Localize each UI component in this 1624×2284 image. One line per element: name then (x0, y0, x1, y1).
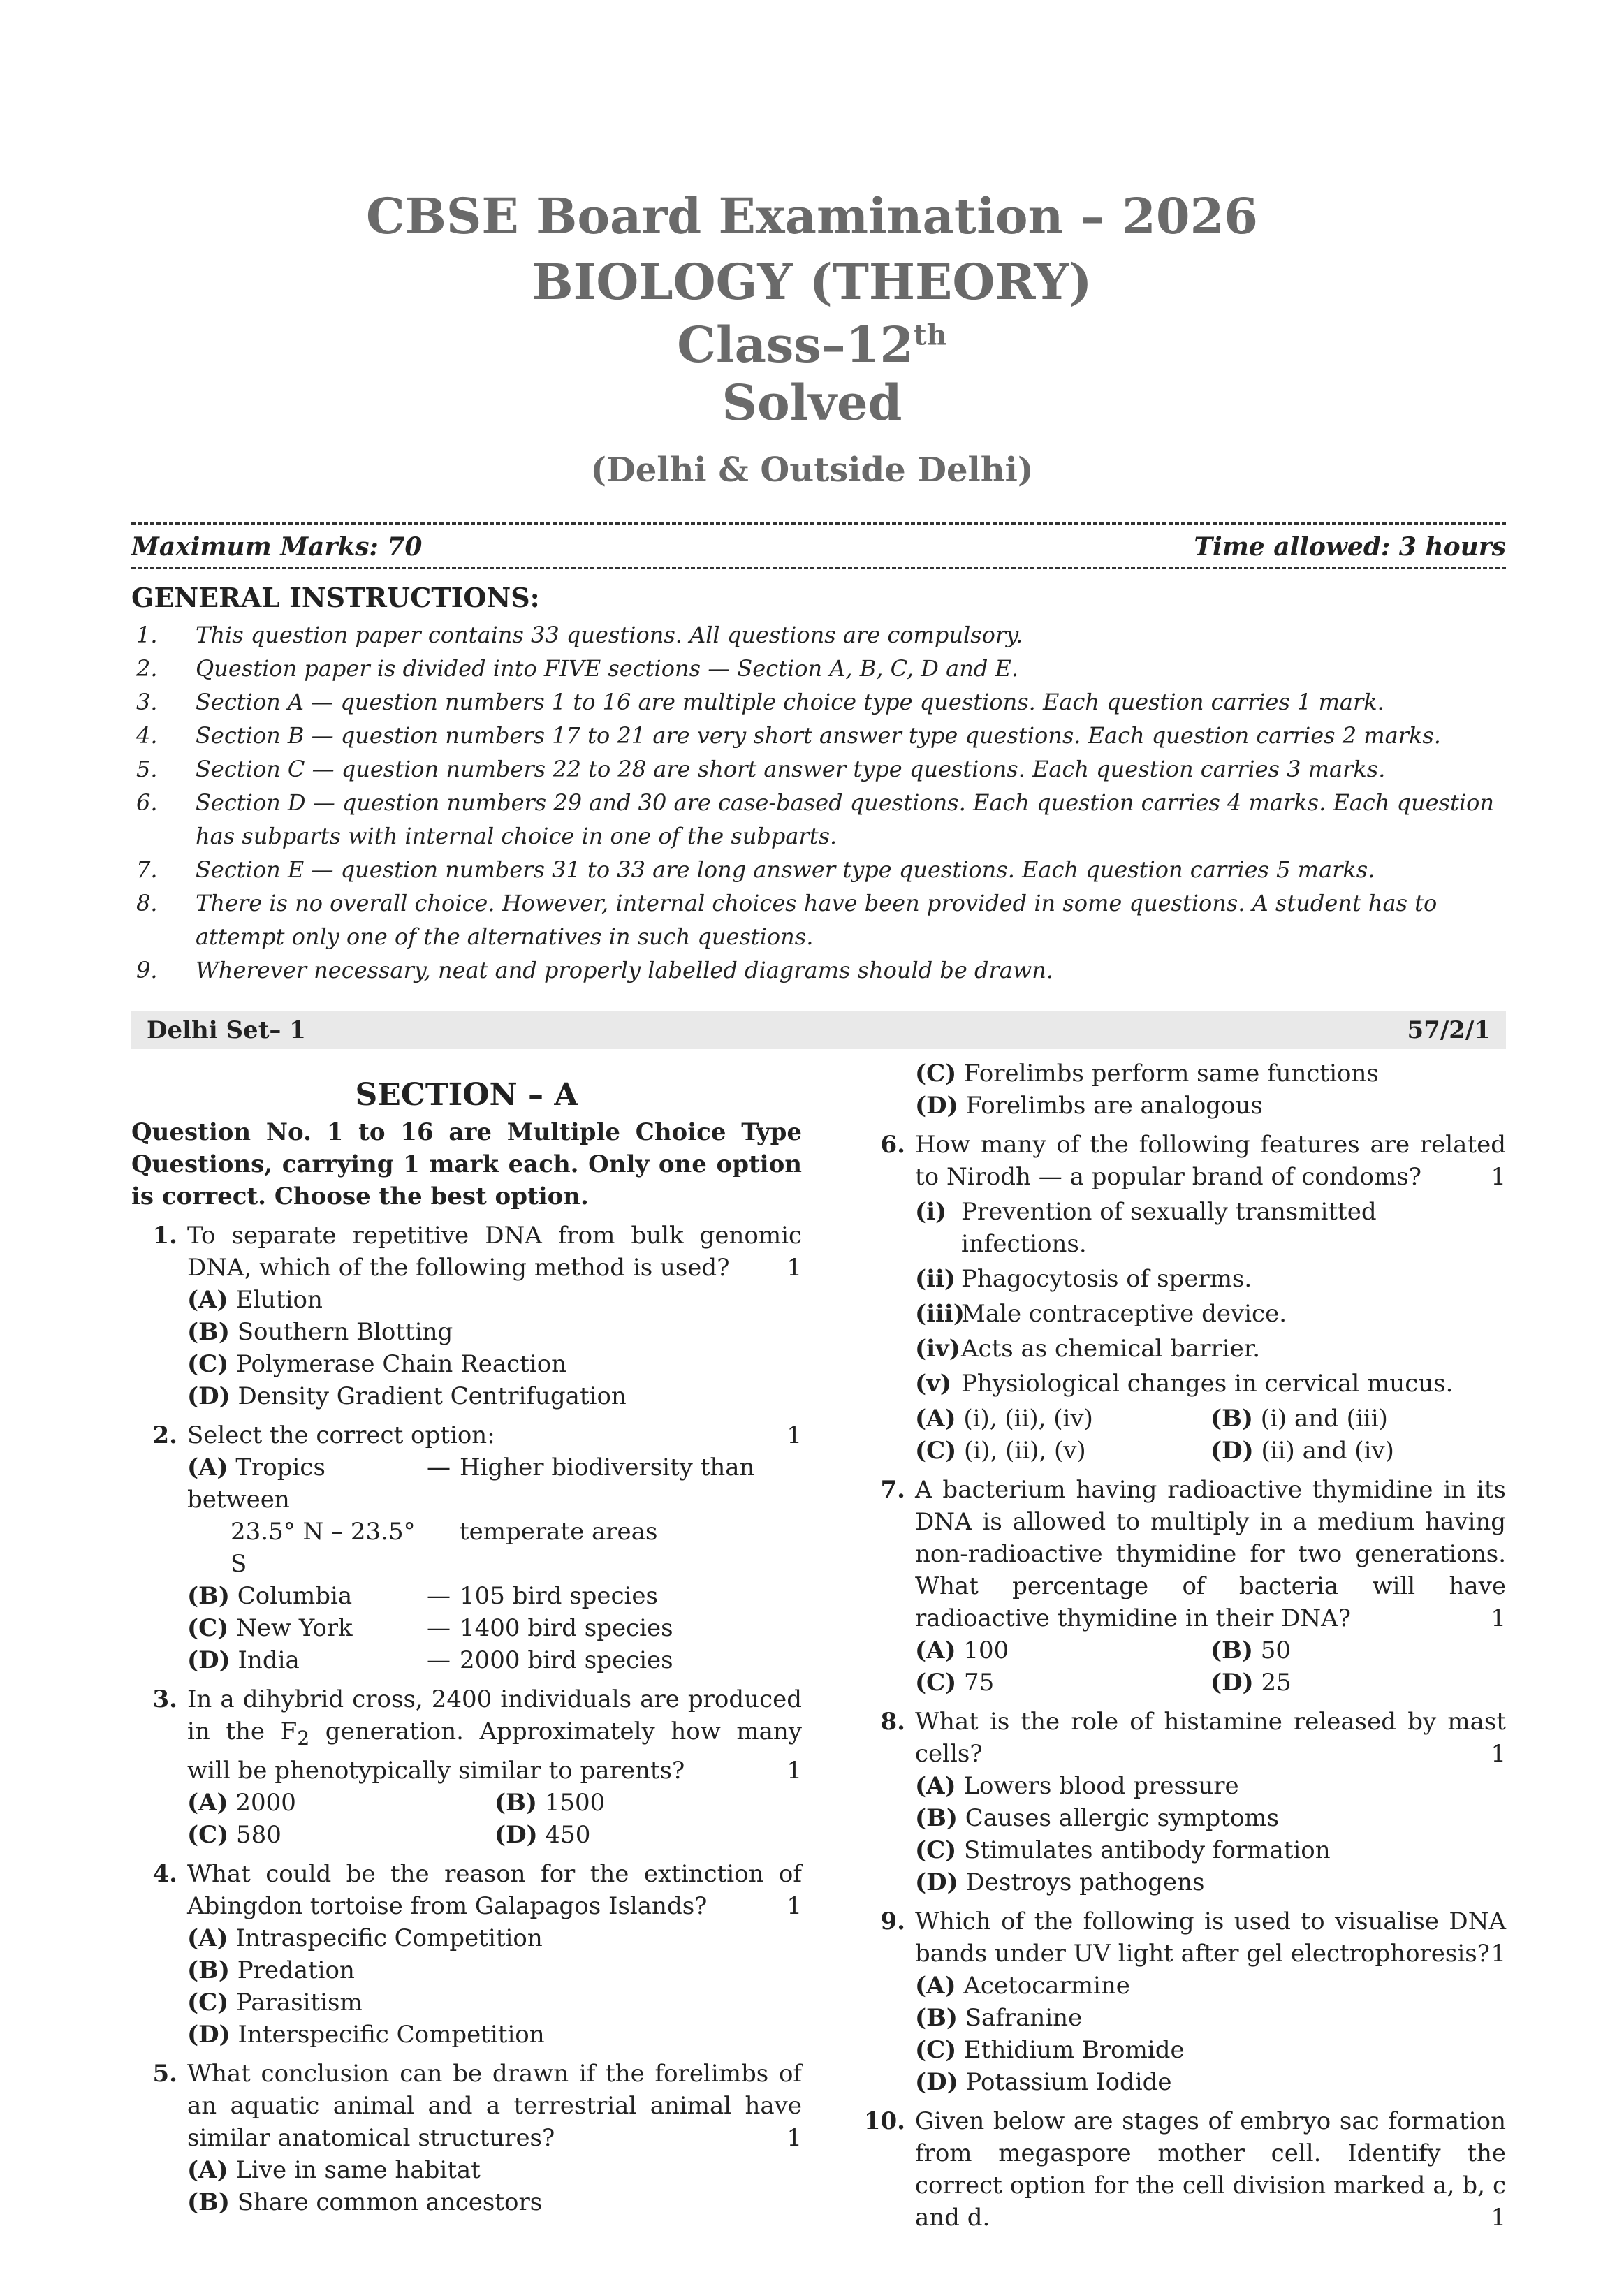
option-label: (B) (915, 1804, 958, 1832)
option (187, 1922, 802, 1954)
question-text-content: In a dihybrid cross, 2400 individuals are produced in the F (187, 1685, 802, 1745)
question-number: 3. (152, 1685, 177, 1713)
option-text: 580 (236, 1820, 281, 1849)
solved-title: Solved (722, 374, 902, 432)
question-number: 2. (152, 1421, 177, 1449)
option-text: Interspecific Competition (237, 2020, 545, 2049)
option-text: Causes allergic symptoms (965, 1804, 1280, 1832)
instructions-title: GENERAL INSTRUCTIONS: (131, 582, 540, 613)
match-dash: — (427, 1614, 451, 1642)
time-allowed: Time allowed: 3 hours (1194, 532, 1506, 562)
question-body (915, 2105, 1506, 2234)
instruction-item (136, 652, 1505, 685)
option-label: (C) (187, 1988, 229, 2016)
option-text: Safranine (965, 2004, 1083, 2032)
option (187, 1348, 802, 1380)
option (915, 1866, 1506, 1898)
instruction-text: Section B — question numbers 17 to 21 are very short answer type questions. Each question carries 2 marks. (196, 722, 1441, 749)
option (915, 1403, 1210, 1435)
option (1210, 1403, 1506, 1435)
sub-label: (i) (915, 1198, 947, 1226)
option-label: (B) (187, 1318, 230, 1346)
question-mark: 1 (1491, 1163, 1506, 1191)
question-text (187, 1419, 802, 1451)
divider-bottom (131, 567, 1506, 569)
question-text (915, 1706, 1506, 1770)
option (187, 2019, 802, 2051)
match-row (187, 1644, 802, 1676)
max-marks: Maximum Marks: 70 (131, 532, 423, 562)
question-body (187, 2058, 802, 2218)
question-text-content: What conclusion can be drawn if the forelimbs of an aquatic animal and a terrestrial animal have similar anatomical structures? (187, 2059, 802, 2152)
option-row (187, 1819, 802, 1851)
option-label: (B) (187, 2188, 230, 2216)
question-text (187, 1683, 802, 1787)
option-text: Parasitism (236, 1988, 363, 2016)
instruction-item (136, 752, 1505, 786)
question-text-content: Given below are stages of embryo sac formation from megaspore mother cell. Identify the correct option for the cell division marked a, b, c and d. (915, 2107, 1506, 2232)
option-label: (A) (187, 2155, 228, 2184)
question-text-content: What is the role of histamine released by mast cells? (915, 1708, 1506, 1768)
section-intro: Question No. 1 to 16 are Multiple Choice Type Questions, carrying 1 mark each. Only one option is correct. Choose the best option. (131, 1118, 802, 1210)
option-text: Share common ancestors (237, 2188, 543, 2216)
match-left (187, 1644, 418, 1676)
question-body (187, 1419, 802, 1676)
option-text: Potassium Iodide (965, 2068, 1172, 2096)
option-row (915, 1667, 1506, 1699)
question-text-content: A bacterium having radioactive thymidine in its DNA is allowed to multiply in a medium having non-radioactive thymidine for two generations. What percentage of bacteria will have radioactive thymidine in their DNA? (915, 1476, 1506, 1632)
match-dash: — (427, 1582, 451, 1610)
option-label: (D) (187, 1382, 231, 1410)
instruction-number: 5. (136, 756, 158, 782)
option-text: (i), (ii), (v) (964, 1437, 1086, 1465)
option-label: (C) (915, 2036, 957, 2064)
option-label: (B) (187, 1582, 230, 1610)
option-label: (B) (495, 1788, 537, 1817)
instruction-item (136, 618, 1505, 652)
instruction-text: This question paper contains 33 questions. All questions are compulsory. (196, 622, 1023, 648)
match-row (187, 1451, 802, 1516)
question-text-content: What could be the reason for the extinction of Abingdon tortoise from Galapagos Islands? (187, 1859, 802, 1920)
option (187, 1787, 495, 1819)
option-label: (A) (187, 1454, 228, 1481)
option-label: (B) (187, 1956, 230, 1984)
option-text: Stimulates antibody formation (964, 1836, 1331, 1864)
divider-top (131, 522, 1506, 525)
match-right: 1400 bird species (460, 1614, 673, 1642)
option-text: Intraspecific Competition (235, 1924, 543, 1952)
option-text: Lowers blood pressure (963, 1772, 1239, 1800)
instruction-number: 6. (136, 789, 158, 816)
option-text: Predation (237, 1956, 355, 1984)
subject-title: BIOLOGY (THEORY) (532, 253, 1092, 311)
question-mark: 1 (1491, 1940, 1506, 1968)
option-text: Southern Blotting (237, 1318, 453, 1346)
sub-label: (v) (915, 1370, 951, 1398)
exam-title: CBSE Board Examination – 2026 (366, 187, 1258, 245)
option-text: Polymerase Chain Reaction (236, 1350, 567, 1378)
set-bar (131, 1011, 1506, 1049)
option-label: (A) (187, 1286, 228, 1314)
paper-code: 57/2/1 (1407, 1016, 1491, 1044)
question-9 (859, 1905, 1506, 2098)
question-text-content: Select the correct option: (187, 1421, 495, 1449)
option (915, 1435, 1210, 1467)
instruction-item (136, 853, 1505, 886)
instruction-item (136, 786, 1505, 853)
option-label: (C) (187, 1820, 229, 1849)
match-dash (418, 1516, 460, 1580)
option-label: (D) (915, 2068, 958, 2096)
option (187, 1954, 802, 1986)
option (915, 1090, 1506, 1122)
sub-text: Phagocytosis of sperms. (961, 1265, 1252, 1293)
option-row (915, 1634, 1506, 1667)
question-body (187, 1683, 802, 1851)
option (495, 1787, 802, 1819)
option-text: 450 (545, 1820, 591, 1849)
instruction-number: 7. (136, 856, 158, 883)
subscript: 2 (297, 1726, 310, 1750)
option-label: (C) (187, 1614, 229, 1642)
match-dash: — (427, 1454, 451, 1481)
question-text-content: How many of the following features are related to Nirodh — a popular brand of condoms? (915, 1131, 1506, 1191)
option-label: (D) (915, 1092, 958, 1120)
match-row (187, 1516, 802, 1580)
match-left-text: Tropics between (187, 1454, 325, 1514)
option (915, 2002, 1506, 2034)
match-row (187, 1612, 802, 1644)
question-text-content: generation. Approximately how many will be phenotypically similar to parents? (187, 1718, 802, 1785)
option-label: (C) (915, 1669, 957, 1697)
option-label: (C) (915, 1437, 957, 1465)
question-8 (859, 1706, 1506, 1898)
option (187, 2154, 802, 2186)
instruction-text: Section A — question numbers 1 to 16 are multiple choice type questions. Each question carries 1 mark. (196, 689, 1384, 715)
sub-text: Physiological changes in cervical mucus. (961, 1370, 1454, 1398)
match-right: temperate areas (460, 1518, 658, 1546)
question-text (915, 2105, 1506, 2234)
instruction-item (136, 685, 1505, 719)
option-label: (B) (915, 2004, 958, 2032)
class-title (0, 316, 1624, 374)
match-left (187, 1612, 418, 1644)
option (1210, 1667, 1506, 1699)
question-text (187, 2058, 802, 2154)
question-body (915, 1129, 1506, 1467)
sub-item (915, 1263, 1506, 1295)
option-label: (D) (187, 1646, 231, 1674)
instruction-text: Wherever necessary, neat and properly labelled diagrams should be drawn. (196, 957, 1054, 983)
option (495, 1819, 802, 1851)
question-number: 10. (863, 2107, 905, 2135)
sub-item (915, 1298, 1506, 1330)
option (187, 1316, 802, 1348)
left-column (131, 1076, 802, 2218)
question-mark: 1 (787, 1756, 802, 1785)
question-body (187, 1220, 802, 1412)
question-text (187, 1858, 802, 1922)
question-text (187, 1220, 802, 1284)
sub-text: Prevention of sexually transmitted infections. (961, 1198, 1377, 1258)
match-left-text: Columbia (237, 1582, 353, 1610)
question-number: 6. (880, 1131, 905, 1159)
question-number: 8. (880, 1708, 905, 1736)
match-left (187, 1580, 418, 1612)
question-number: 7. (880, 1476, 905, 1504)
question-body (915, 1706, 1506, 1898)
option-text: Density Gradient Centrifugation (237, 1382, 627, 1410)
option-text: (i) and (iii) (1260, 1405, 1388, 1433)
sub-label: (iii) (915, 1300, 965, 1328)
option-text: 100 (963, 1637, 1009, 1664)
instruction-number: 3. (136, 689, 158, 715)
option (187, 1819, 495, 1851)
option-text: Destroys pathogens (965, 1868, 1205, 1896)
option-row (187, 1787, 802, 1819)
option-text: Elution (235, 1286, 323, 1314)
instruction-number: 8. (136, 890, 158, 916)
option-label: (A) (915, 1772, 956, 1800)
option-text: (i), (ii), (iv) (963, 1405, 1093, 1433)
option-label: (A) (187, 1924, 228, 1952)
instruction-text: There is no overall choice. However, internal choices have been provided in some questions. A student has to attempt only one of the alternatives in such questions. (196, 890, 1438, 950)
option (915, 2066, 1506, 2098)
question-mark: 1 (787, 1254, 802, 1282)
question-6 (859, 1129, 1506, 1467)
option (915, 1970, 1506, 2002)
option-text: 50 (1260, 1637, 1291, 1664)
question-number: 4. (152, 1859, 177, 1888)
section-title: SECTION – A (355, 1077, 578, 1113)
sub-item (915, 1333, 1506, 1365)
match-right: Higher biodiversity than (460, 1454, 755, 1481)
option-text: 1500 (544, 1788, 606, 1817)
option-label: (C) (915, 1060, 957, 1088)
option-row (915, 1435, 1506, 1467)
question-number: 9. (880, 1908, 905, 1935)
option (915, 1667, 1210, 1699)
instructions-list (136, 618, 1505, 987)
question-mark: 1 (1491, 1740, 1506, 1768)
option (1210, 1435, 1506, 1467)
instruction-number: 2. (136, 655, 158, 682)
option (915, 1634, 1210, 1667)
option-label: (B) (1210, 1637, 1253, 1664)
option-label: (C) (915, 1836, 957, 1864)
question-mark: 1 (787, 1421, 802, 1449)
class-sup: th (914, 319, 947, 352)
option (915, 1057, 1506, 1090)
question-mark: 1 (787, 2123, 802, 2152)
question-text-content: To separate repetitive DNA from bulk genomic DNA, which of the following method is used? (187, 1222, 802, 1282)
option (915, 1802, 1506, 1834)
option-text: 25 (1261, 1669, 1292, 1697)
question-text (915, 1474, 1506, 1634)
question-3 (131, 1683, 802, 1851)
instruction-text: Section E — question numbers 31 to 33 are long answer type questions. Each question carries 5 marks. (196, 856, 1375, 883)
match-left-text: New York (236, 1614, 353, 1642)
option (915, 1770, 1506, 1802)
option-label: (D) (187, 2020, 231, 2049)
option-text: (ii) and (iv) (1261, 1437, 1394, 1465)
sub-label: (iv) (915, 1335, 960, 1363)
question-1 (131, 1220, 802, 1412)
option-label: (A) (915, 1972, 956, 2000)
option-text: Ethidium Bromide (964, 2036, 1185, 2064)
sub-item (915, 1368, 1506, 1400)
option (187, 1986, 802, 2019)
question-4 (131, 1858, 802, 2051)
option-text: 2000 (235, 1788, 296, 1817)
marks-row (131, 532, 1506, 562)
question-7 (859, 1474, 1506, 1699)
option-text: Forelimbs perform same functions (964, 1060, 1379, 1088)
match-dash: — (427, 1646, 451, 1674)
option-label: (A) (915, 1637, 956, 1664)
sub-text: Acts as chemical barrier. (961, 1335, 1261, 1363)
match-row (187, 1580, 802, 1612)
option-label: (D) (1210, 1437, 1254, 1465)
option-text: Forelimbs are analogous (965, 1092, 1263, 1120)
sub-label: (ii) (915, 1265, 956, 1293)
question-mark: 1 (1491, 2204, 1506, 2232)
option-label: (D) (1210, 1669, 1254, 1697)
question-2 (131, 1419, 802, 1676)
option-label: (D) (495, 1820, 538, 1849)
match-left: 23.5° N – 23.5° S (231, 1518, 416, 1578)
option-text: Acetocarmine (963, 1972, 1130, 2000)
option (187, 1380, 802, 1412)
option-text: Live in same habitat (235, 2155, 481, 2184)
question-number: 1. (152, 1222, 177, 1250)
instruction-item (136, 719, 1505, 752)
option-label: (A) (915, 1405, 956, 1433)
right-column (859, 1057, 1506, 2234)
question-text (915, 1905, 1506, 1970)
instruction-text: Question paper is divided into FIVE sections — Section A, B, C, D and E. (196, 655, 1018, 682)
sub-item (915, 1196, 1506, 1260)
question-10 (859, 2105, 1506, 2234)
instruction-number: 1. (136, 622, 158, 648)
instruction-text: Section C — question numbers 22 to 28 are short answer type questions. Each question carries 3 marks. (196, 756, 1386, 782)
set-label: Delhi Set– 1 (147, 1016, 306, 1044)
option (915, 1834, 1506, 1866)
instruction-number: 9. (136, 957, 158, 983)
question-text (915, 1129, 1506, 1193)
option-label: (A) (187, 1788, 228, 1817)
question-body (915, 1905, 1506, 2098)
region-title: (Delhi & Outside Delhi) (590, 451, 1034, 490)
option-text: 75 (964, 1669, 995, 1697)
instruction-item (136, 886, 1505, 953)
question-5 (131, 2058, 802, 2218)
option-label: (C) (187, 1350, 229, 1378)
match-left-text: India (237, 1646, 300, 1674)
option-row (915, 1403, 1506, 1435)
option-label: (D) (915, 1868, 958, 1896)
question-mark: 1 (787, 1891, 802, 1920)
question-mark: 1 (1491, 1604, 1506, 1632)
option (915, 2034, 1506, 2066)
instruction-number: 4. (136, 722, 158, 749)
match-left (187, 1451, 418, 1516)
match-right: 2000 bird species (460, 1646, 673, 1674)
question-number: 5. (152, 2059, 177, 2088)
question-5-continued (915, 1057, 1506, 1122)
instruction-text: Section D — question numbers 29 and 30 are case-based questions. Each question carries 4 marks. Each question has subparts with internal choice in one of the subparts. (196, 789, 1494, 849)
option (1210, 1634, 1506, 1667)
class-text: Class–12 (677, 316, 914, 374)
question-body (187, 1858, 802, 2051)
option-label: (B) (1210, 1405, 1253, 1433)
option (187, 2186, 802, 2218)
question-text-content: Which of the following is used to visualise DNA bands under UV light after gel electrophoresis? (915, 1908, 1506, 1968)
option (187, 1284, 802, 1316)
match-right: 105 bird species (460, 1582, 658, 1610)
sub-text: Male contraceptive device. (961, 1300, 1287, 1328)
instruction-item (136, 953, 1505, 987)
question-body (915, 1474, 1506, 1699)
